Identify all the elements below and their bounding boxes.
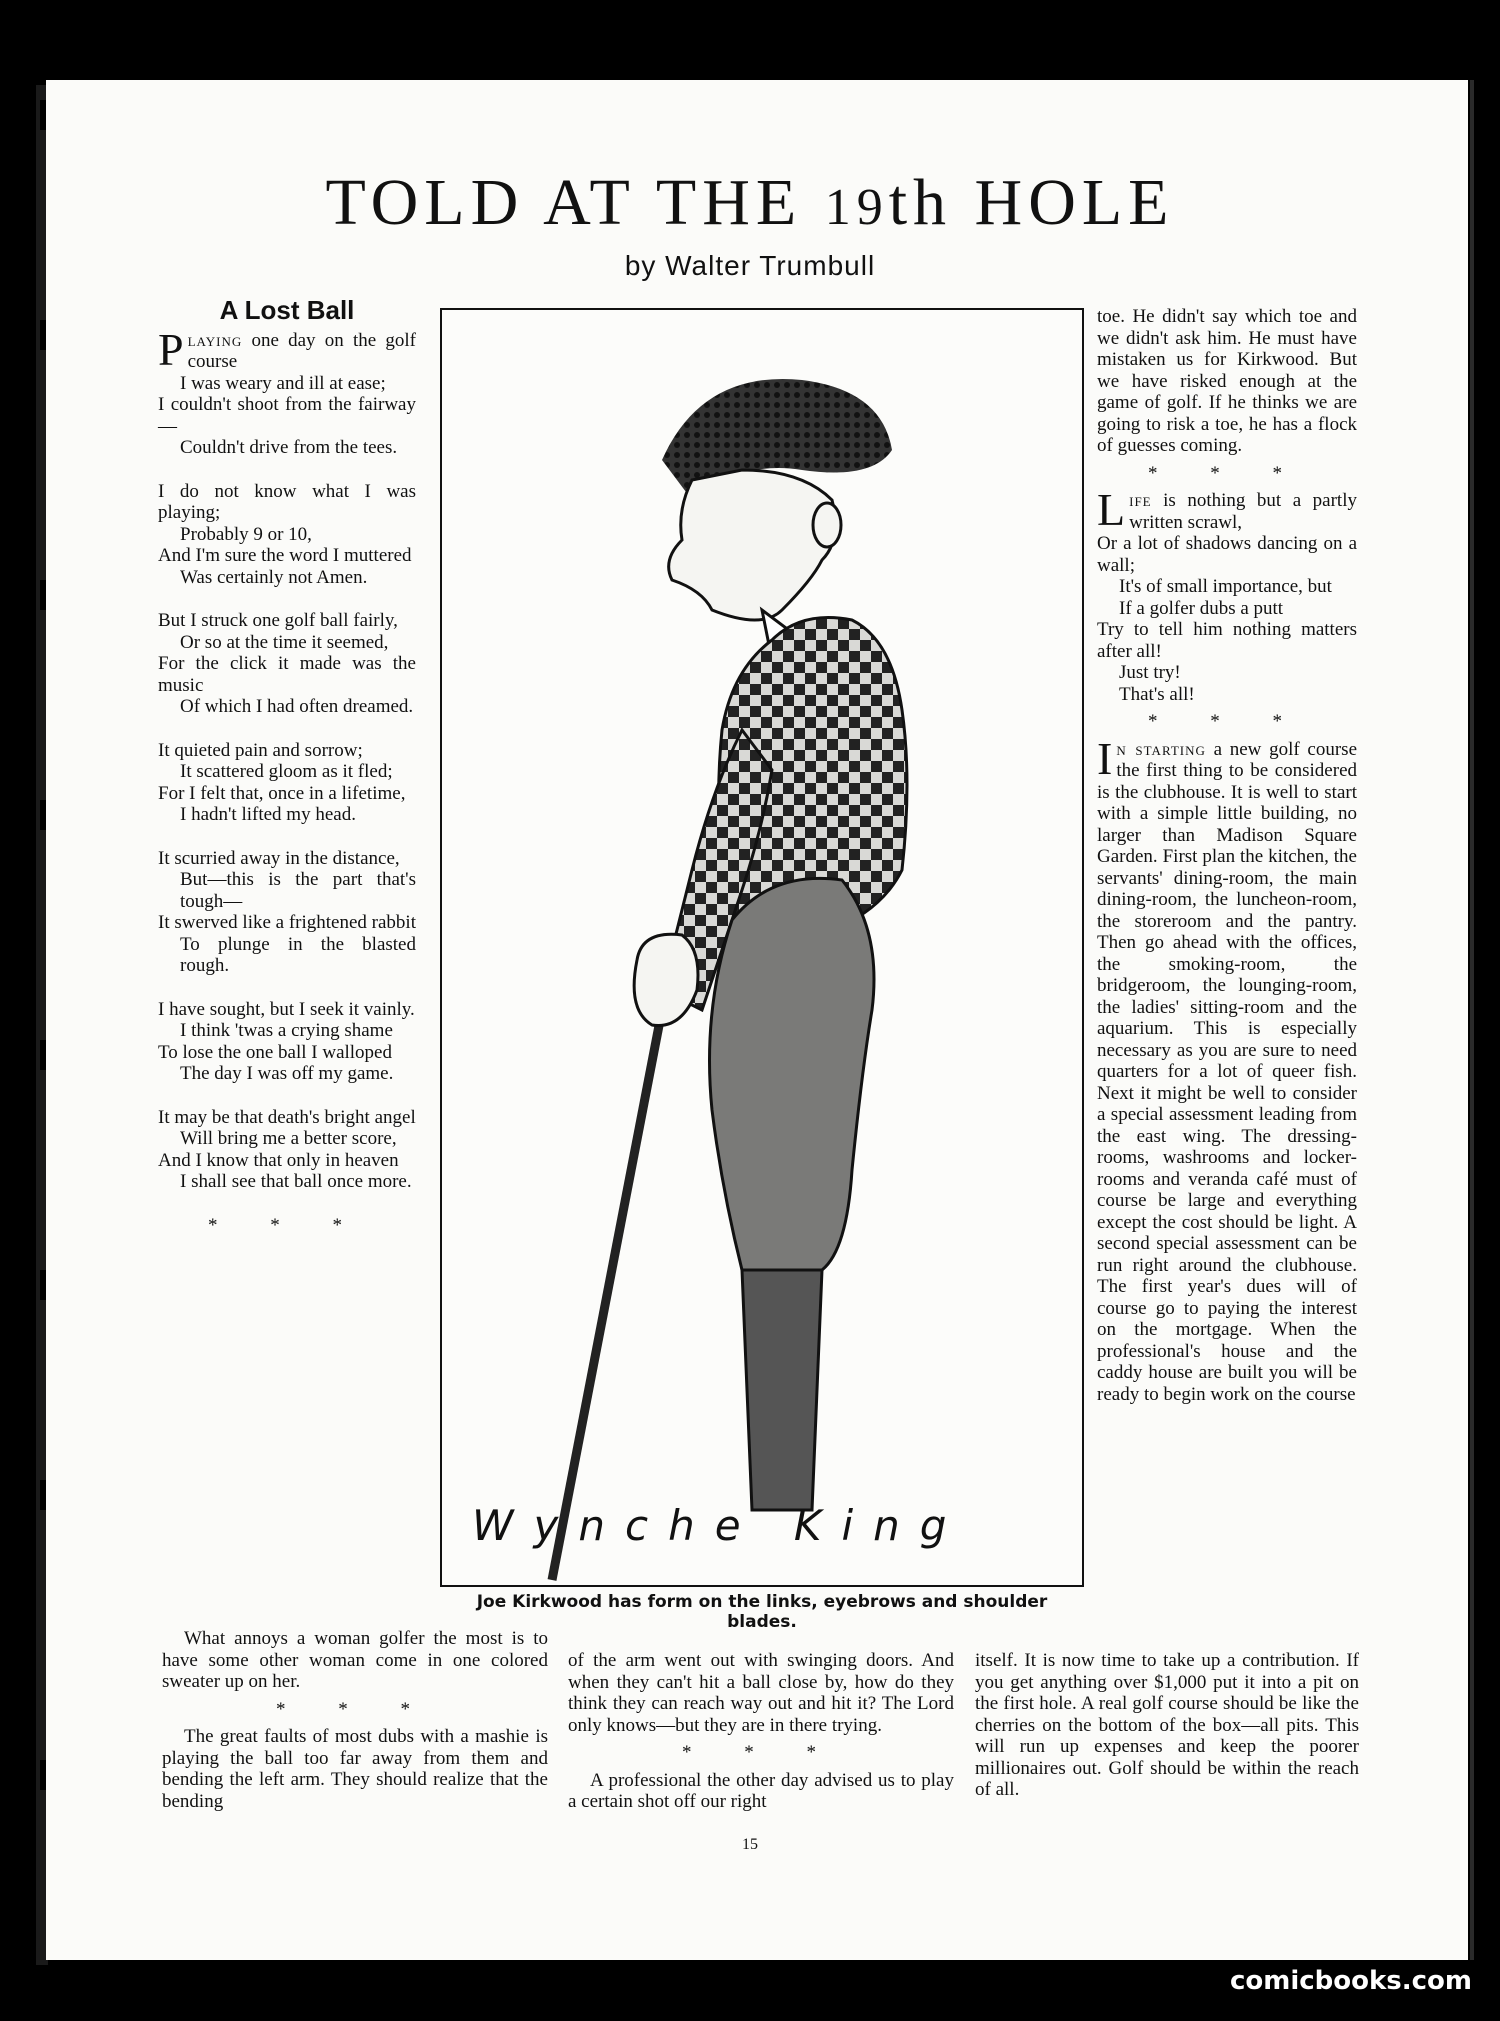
poem-stanza (158, 481, 416, 589)
poem-column (158, 295, 416, 1242)
verse-line: Just try! (1119, 662, 1181, 683)
golfer-caricature-drawing (442, 310, 1082, 1585)
life-verse (1097, 484, 1357, 705)
toe-paragraph: toe. He didn't say which toe and we didn't ask him. He must have mistaken us for Kirkwood. But we have risked enough at the game of golf. If he thinks we are going to risk a toe, he has a flock of guesses coming. (1097, 306, 1357, 456)
poem-line-text: Couldn't drive from the tees. (180, 437, 398, 458)
poem-line-text: I was weary and ill at ease; (180, 372, 386, 394)
poem-line (158, 373, 416, 395)
poem-line-text: I have sought, but I seek it vainly. (158, 998, 415, 1020)
poem-line-text: It swerved like a frightened rabbit (158, 912, 416, 933)
poem-line-text: I shall see that ball once more. (180, 1171, 412, 1192)
poem-body (158, 323, 416, 1193)
trousers-icon (710, 878, 875, 1280)
cane-icon (552, 1010, 662, 1580)
poem-line (158, 1042, 416, 1064)
poem-line (158, 323, 416, 375)
poem-line (158, 1171, 416, 1193)
poem-line (158, 761, 416, 783)
poem-line (158, 869, 416, 912)
starting-dropcap: I (1097, 732, 1113, 784)
poem-line (158, 653, 416, 696)
verse-line: That's all! (1119, 683, 1195, 705)
poem-line (158, 1128, 416, 1150)
face-icon (669, 470, 836, 620)
poem-line-text: Was certainly not Amen. (180, 566, 368, 588)
poem-line (158, 545, 416, 567)
poem-line (158, 632, 416, 654)
spine-mark (40, 1270, 46, 1300)
article-title (0, 165, 1500, 241)
section-divider: * * * (1148, 711, 1306, 732)
poem-line (158, 1063, 416, 1085)
caricature-illustration (440, 308, 1084, 1587)
poem-line (158, 1150, 416, 1172)
poem-line (158, 999, 416, 1021)
poem-line-text: But—this is the part that's tough— (180, 869, 416, 912)
verse-lines (1097, 484, 1357, 705)
annoy-paragraph: What annoys a woman golfer the most is to have some other woman come in one colored sweater up on her. (162, 1628, 548, 1692)
verse-line: It's of small importance, but (1119, 576, 1332, 597)
verse-line: If a golfer dubs a putt (1119, 597, 1284, 619)
bottom-column-1 (162, 1628, 548, 1812)
verse-line: Try to tell him nothing matters after all! (1097, 619, 1357, 662)
life-dropcap: L (1097, 484, 1126, 535)
poem-line (158, 740, 416, 762)
poem-line-text: To plunge in the blasted rough. (180, 933, 416, 976)
poem-line-text: Or so at the time it seemed, (180, 631, 389, 653)
spine-mark (40, 800, 46, 830)
poem-line-text: And I'm sure the word I muttered (158, 545, 412, 566)
artist-signature: Wynche King (472, 1501, 967, 1550)
spine-mark (40, 1040, 46, 1070)
bottom-column-3 (975, 1650, 1359, 1801)
poem-line (158, 1107, 416, 1129)
poem-line-text: For the click it made was the music (158, 653, 416, 696)
poem-line-text: It may be that death's bright angel (158, 1106, 416, 1128)
poem-line (158, 437, 416, 459)
page-edge (1470, 80, 1474, 1960)
title-main: TOLD AT THE (325, 166, 825, 239)
poem-line (158, 804, 416, 826)
poem-line-text: To lose the one ball I walloped (158, 1041, 392, 1063)
poem-line (158, 481, 416, 524)
title-suffix: th HOLE (888, 166, 1175, 239)
poem-line (158, 1020, 416, 1042)
poem-first-word: laying (187, 329, 243, 351)
starting-smallcaps: n starting (1116, 738, 1206, 760)
clubhouse-paragraph (1097, 732, 1358, 1406)
spine-mark (40, 1760, 46, 1790)
mashie-paragraph: The great faults of most dubs with a mashie is playing the ball too far away from them and bending the left arm. They should realize that the bending (162, 1726, 548, 1812)
poem-line (158, 848, 416, 870)
professional-paragraph: A professional the other day advised us to play a certain shot off our right (568, 1769, 954, 1812)
section-divider: * * * (682, 1742, 840, 1763)
poem-line-text: It quieted pain and sorrow; (158, 739, 363, 761)
poem-line (158, 610, 416, 632)
poem-stanza (158, 848, 416, 977)
poem-line (158, 696, 416, 718)
illustration-caption: Joe Kirkwood has form on the links, eyebrows and shoulder blades. (476, 1592, 1048, 1632)
byline: by Walter Trumbull (624, 250, 876, 281)
poem-title: A Lost Ball (219, 295, 355, 325)
poem-line-text: It scattered gloom as it fled; (180, 761, 393, 782)
poem-line-text: Probably 9 or 10, (180, 523, 312, 545)
poem-line-text: I think 'twas a crying shame (180, 1020, 393, 1041)
bottom-column-2 (568, 1650, 954, 1813)
poem-line-text: It scurried away in the distance, (158, 847, 400, 869)
poem-stanza (158, 323, 416, 459)
poem-line-text: For I felt that, once in a lifetime, (158, 782, 406, 804)
poem-line-text: I couldn't shoot from the fairway— (158, 394, 416, 437)
section-divider: * * * (208, 1214, 366, 1236)
poem-line-text: But I struck one golf ball fairly, (158, 610, 398, 631)
section-divider: * * * (276, 1698, 434, 1720)
watermark: comicbooks.com (1229, 1966, 1472, 1996)
poem-line-text: I hadn't lifted my head. (180, 804, 356, 825)
poem-line (158, 567, 416, 589)
poem-line (158, 912, 416, 934)
page-number: 15 (742, 1836, 758, 1853)
arm-paragraph: of the arm went out with swinging doors. And when they can't hit a ball close by, how do they think they can reach way out and hit it? The Lord only knows—but they are in there trying. (568, 1650, 954, 1736)
spine-mark (40, 320, 46, 350)
poem-line (158, 524, 416, 546)
hands-icon (634, 934, 698, 1025)
poem-stanza (158, 999, 416, 1085)
poem-line-text: Will bring me a better score, (180, 1128, 397, 1149)
poem-line-text: Of which I had often dreamed. (180, 696, 414, 717)
poem-line-text: one day on the golf course (187, 329, 416, 372)
right-column (1097, 306, 1357, 1405)
poem-line (158, 394, 416, 437)
verse-line: Or a lot of shadows dancing on a wall; (1097, 533, 1357, 576)
poem-dropcap: P (158, 323, 184, 375)
title-number: 19 (824, 179, 889, 236)
poem-line (158, 783, 416, 805)
poem-line (158, 934, 416, 977)
poem-stanza (158, 610, 416, 718)
life-smallcaps: ife (1129, 490, 1152, 511)
spine-mark (40, 100, 46, 130)
course-conclusion-paragraph: itself. It is now time to take up a contribution. If you get anything over $1,000 put it into a pit on the first hole. A real golf course should be like the cherries on the bottom of the box—all pits. This will run up expenses and keep the poorer millionaires out. Golf should be within the reach of all. (975, 1650, 1359, 1800)
poem-stanza (158, 740, 416, 826)
poem-line-text: I do not know what I was playing; (158, 480, 416, 523)
spine-mark (40, 580, 46, 610)
poem-stanza (158, 1107, 416, 1193)
section-divider: * * * (1148, 462, 1306, 484)
poem-line-text: The day I was off my game. (180, 1063, 394, 1084)
poem-line-text: And I know that only in heaven (158, 1149, 399, 1171)
spine-mark (40, 1480, 46, 1510)
verse-line: is nothing but a partly written scrawl, (1129, 490, 1357, 533)
clubhouse-text: a new golf course the first thing to be considered is the clubhouse. It is well to start with a simple little building, no larger than Madison Square Garden. First plan the kitchen, the servants' dining-room, the main dining-room, the luncheon-room, the storeroom and the pantry. Then go ahead with the offices, the smoking-room, the bridgeroom, the lounging-room, the ladies' sitting-room and the aquarium. This is especially necessary as you are sure to need quarters for a lot of queer fish. Next it might be well to consider a special assessment leading from the east wing. The dressing-rooms, washrooms and locker-rooms and veranda café must of course be large and everything except the cost should be light. A second special assessment can be run right around the clubhouse. The first year's dues will of course go to paying the interest on the mortgage. When the professional's house and the caddy house are built you will be ready to begin work on the course (1097, 738, 1358, 1405)
